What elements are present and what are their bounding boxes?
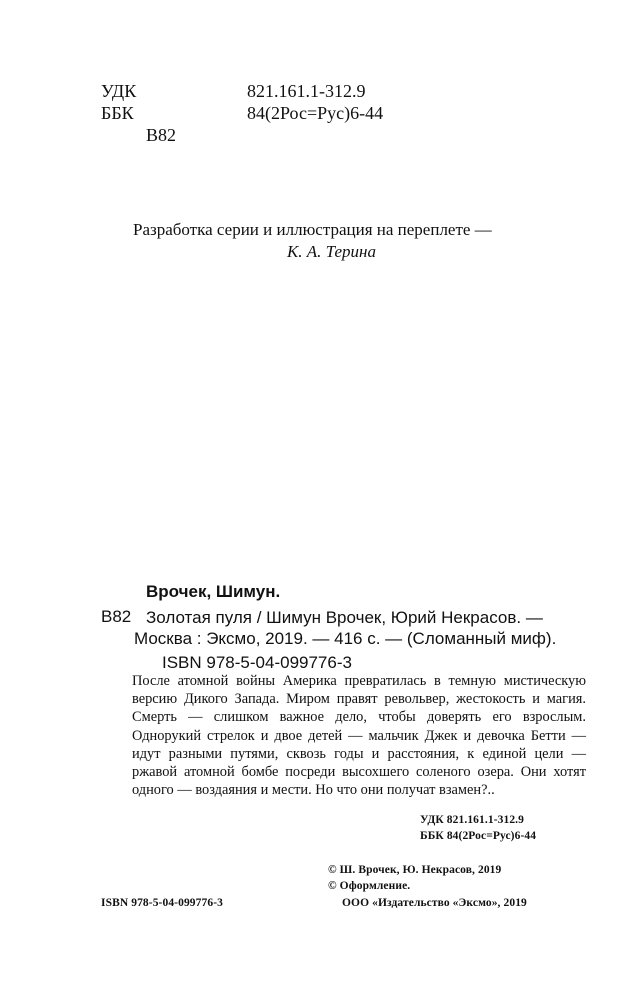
bbk-bottom: ББК 84(2Рос=Рус)6-44 <box>420 830 537 842</box>
bbk-line <box>101 102 384 124</box>
catalog-imprint-line: Москва : Эксмо, 2019. — 416 с. — (Сломанный миф). <box>134 629 557 648</box>
catalog-author-mark: В82 <box>101 607 132 626</box>
udk-bottom: УДК 821.161.1-312.9 <box>420 814 525 826</box>
series-credit-text: Разработка серии и иллюстрация на переплете — <box>133 220 492 239</box>
copyright-design: © Оформление. <box>328 880 411 892</box>
book-annotation: После атомной войны Америка превратилась в темную мистическую версию Дикого Запада. Миром правят револьвер, жестокость и магия. Смерть — слишком важное дело, чтобы доверять его взрослым. Однорукий стрелок и двое детей — мальчик Джек и девочка Бетти — идут разными путями, сквозь годы и расстояния, к единой цели — ржавой атомной бомбе посреди высохшего соленого озера. Они хотят одного — воздаяния и мести. Но что они получат взамен?.. <box>132 673 586 799</box>
udk-line <box>101 80 366 102</box>
udk-code: 821.161.1-312.9 <box>247 81 366 101</box>
copyright-authors: © Ш. Врочек, Ю. Некрасов, 2019 <box>328 864 502 876</box>
bbk-code: 84(2Рос=Рус)6-44 <box>247 103 384 123</box>
bbk-label: ББК <box>101 103 134 123</box>
copyright-publisher: ООО «Издательство «Эксмо», 2019 <box>342 897 527 909</box>
author-mark-top: В82 <box>146 125 177 145</box>
series-credit-name: К. А. Терина <box>287 242 376 261</box>
footer-isbn: ISBN 978-5-04-099776-3 <box>101 897 223 909</box>
author-heading: Врочек, Шимун. <box>146 582 281 601</box>
catalog-title-line: Золотая пуля / Шимун Врочек, Юрий Некрасов. — <box>146 608 543 627</box>
udk-label: УДК <box>101 81 137 101</box>
catalog-isbn: ISBN 978-5-04-099776-3 <box>162 653 352 672</box>
